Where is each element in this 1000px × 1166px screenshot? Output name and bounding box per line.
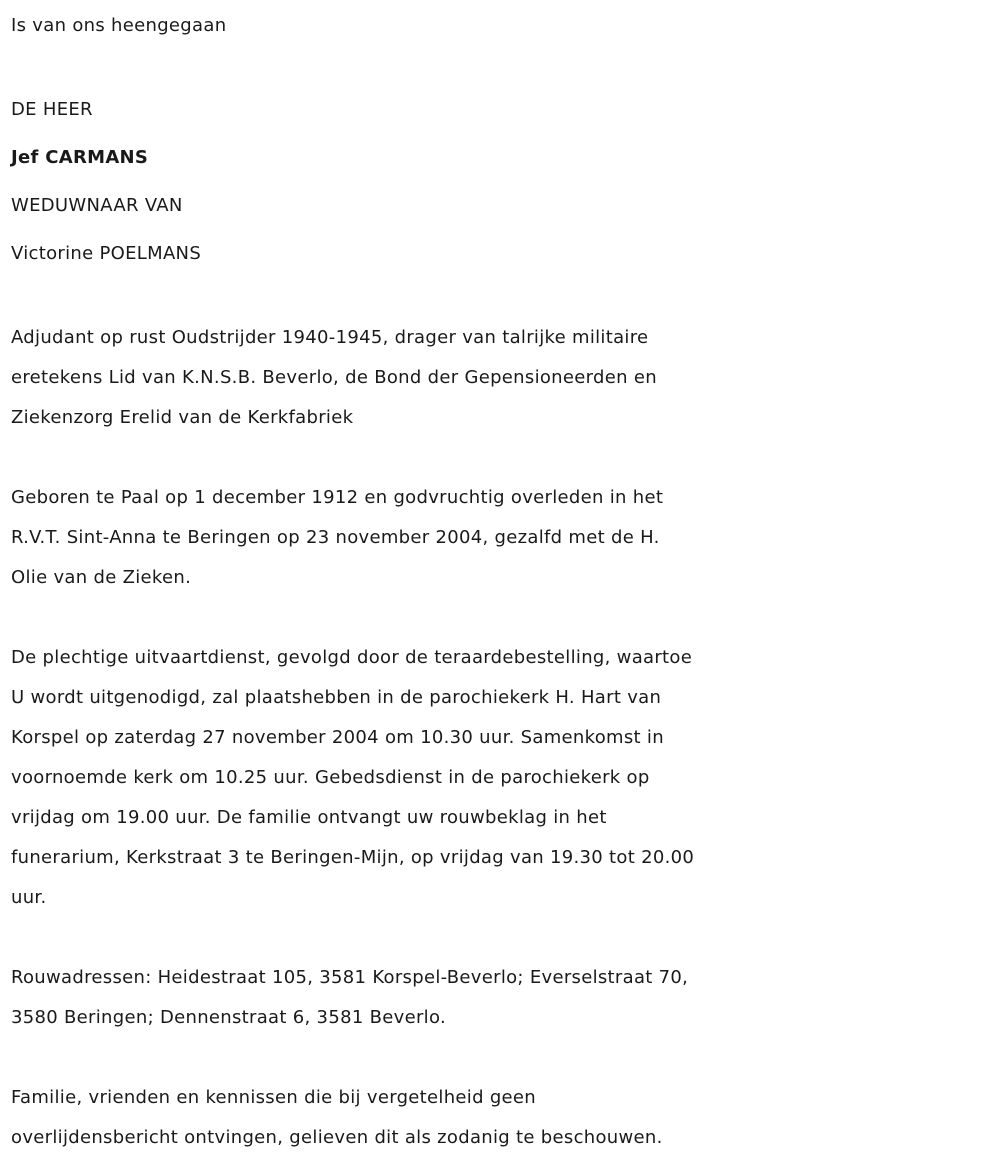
- paragraph-line: funerarium, Kerkstraat 3 te Beringen-Mijn, op vrijdag van 19.30 tot 20.00: [11, 847, 695, 868]
- paragraph-line: uur.: [11, 887, 47, 908]
- paragraph-line: eretekens Lid van K.N.S.B. Beverlo, de Bond der Gepensioneerden en: [11, 367, 657, 388]
- paragraph-line: overlijdensbericht ontvingen, gelieven dit als zodanig te beschouwen.: [11, 1127, 663, 1148]
- paragraph-line: Familie, vrienden en kennissen die bij vergetelheid geen: [11, 1087, 537, 1108]
- relation-label: WEDUWNAAR VAN: [11, 195, 183, 216]
- paragraph-line: U wordt uitgenodigd, zal plaatshebben in de parochiekerk H. Hart van: [11, 687, 662, 708]
- paragraph-line: R.V.T. Sint-Anna te Beringen op 23 november 2004, gezalfd met de H.: [11, 527, 660, 548]
- spouse-name: Victorine POELMANS: [11, 243, 202, 264]
- deceased-heading: [11, 86, 996, 278]
- paragraph-addresses: [11, 958, 996, 1038]
- honorific: DE HEER: [11, 99, 93, 120]
- paragraph-line: Ziekenzorg Erelid van de Kerkfabriek: [11, 407, 354, 428]
- paragraph-line: vrijdag om 19.00 uur. De familie ontvangt uw rouwbeklag in het: [11, 807, 607, 828]
- intro-text: Is van ons heengegaan: [11, 15, 227, 36]
- paragraph-line: Olie van de Zieken.: [11, 567, 192, 588]
- paragraph-titles: [11, 318, 996, 438]
- paragraph-line: voornoemde kerk om 10.25 uur. Gebedsdienst in de parochiekerk op: [11, 767, 650, 788]
- paragraph-line: De plechtige uitvaartdienst, gevolgd door de teraardebestelling, waartoe: [11, 647, 693, 668]
- paragraph-birth-death: [11, 478, 996, 598]
- paragraph-line: Korspel op zaterdag 27 november 2004 om 10.30 uur. Samenkomst in: [11, 727, 664, 748]
- paragraph-line: Adjudant op rust Oudstrijder 1940-1945, drager van talrijke militaire: [11, 327, 649, 348]
- paragraph-line: Rouwadressen: Heidestraat 105, 3581 Korspel-Beverlo; Everselstraat 70,: [11, 967, 689, 988]
- paragraph-closing: [11, 1078, 996, 1158]
- paragraph-line: 3580 Beringen; Dennenstraat 6, 3581 Beverlo.: [11, 1007, 446, 1028]
- paragraph-funeral-service: [11, 638, 996, 918]
- obituary-notice: [11, 6, 996, 1158]
- deceased-name: Jef CARMANS: [11, 147, 149, 168]
- paragraph-line: Geboren te Paal op 1 december 1912 en godvruchtig overleden in het: [11, 487, 664, 508]
